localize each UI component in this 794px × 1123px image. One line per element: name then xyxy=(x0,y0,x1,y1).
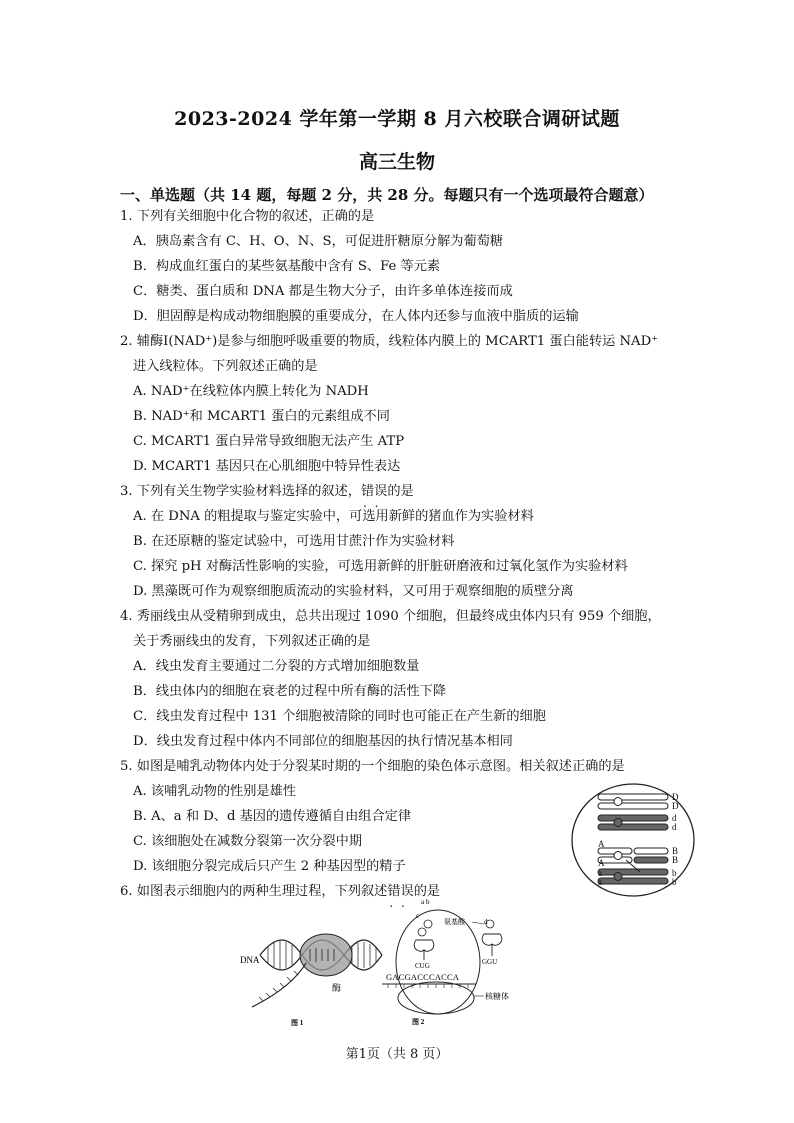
translation-figure xyxy=(380,896,530,1030)
gene-label-b2: b xyxy=(672,877,677,887)
question-3-emphasis: 错误 . . xyxy=(361,484,387,499)
question-4-option-c: C．线虫发育过程中 131 个细胞被清除的同时也可能正在产生新的细胞 xyxy=(133,709,546,724)
question-5-option-a: A. 该哺乳动物的性别是雄性 xyxy=(133,784,296,799)
label-a: a xyxy=(421,898,425,906)
gene-label-a1: a xyxy=(598,868,602,878)
question-3-stem xyxy=(120,485,414,498)
question-3-stem-text: 3. 下列有关生物学实验材料选择的叙述， xyxy=(120,484,361,499)
question-1-option-b: B．构成血红蛋白的某些氨基酸中含有 S、Fe 等元素 xyxy=(133,259,441,274)
question-5-stem: 5. 如图是哺乳动物体内处于分裂某时期的一个细胞的染色体示意图。相关叙述正确的是 xyxy=(120,759,625,774)
question-6-stem-text: 6. 如图表示细胞内的两种生理过程，下列叙述 xyxy=(120,884,388,899)
question-5-option-c: C. 该细胞处在减数分裂第一次分裂中期 xyxy=(133,834,363,849)
gene-label-D2: D xyxy=(672,801,679,811)
amino-acid-label: 氨基酸 xyxy=(444,918,465,926)
question-2-option-b: B. NAD⁺和 MCART1 蛋白的元素组成不同 xyxy=(133,409,390,424)
question-1-option-a: A．胰岛素含有 C、H、O、N、S，可促进肝糖原分解为葡萄糖 xyxy=(133,234,504,249)
question-1-stem: 1. 下列有关细胞中化合物的叙述，正确的是 xyxy=(120,209,375,224)
ribosome-label: 核糖体 xyxy=(485,992,509,1001)
dna-label: DNA xyxy=(240,955,260,965)
transcription-figure xyxy=(236,925,386,1030)
question-4-option-d: D．线虫发育过程中体内不同部位的细胞基因的执行情况基本相同 xyxy=(133,734,513,749)
question-3-option-b: B. 在还原糖的鉴定试验中，可选用甘蔗汁作为实验材料 xyxy=(133,534,455,549)
question-2-stem: 2. 辅酶Ⅰ(NAD⁺)是参与细胞呼吸重要的物质，线粒体内膜上的 MCART1 蛋白能转运 NAD⁺ xyxy=(120,334,659,349)
anticodon-cug: CUG xyxy=(415,962,430,970)
page-footer: 第1页（共 8 页） xyxy=(345,1047,449,1062)
label-d: d xyxy=(484,918,488,926)
question-3-option-c: C. 探究 pH 对酶活性影响的实验，可选用新鲜的肝脏研磨液和过氧化氢作为实验材料 xyxy=(133,559,628,574)
label-c: c xyxy=(416,912,420,920)
mrna-sequence: GACGACCCACCA xyxy=(386,972,460,982)
section-heading: 一、单选题（共 14 题，每题 2 分，共 28 分。每题只有一个选项最符合题意） xyxy=(120,186,654,204)
gene-label-B2: B xyxy=(672,855,679,865)
question-2-option-c: C. MCART1 蛋白异常导致细胞无法产生 ATP xyxy=(133,434,405,449)
gene-label-A1: A xyxy=(598,839,605,849)
question-2-stem-continued: 进入线粒体。下列叙述正确的是 xyxy=(133,359,318,374)
question-4-option-a: A．线虫发育主要通过二分裂的方式增加细胞数量 xyxy=(133,659,420,674)
question-5-option-b: B. A、a 和 D、d 基因的遗传遵循自由组合定律 xyxy=(133,809,412,824)
gene-label-B1: B xyxy=(672,846,679,856)
question-5-option-d: D. 该细胞分裂完成后只产生 2 种基因型的精子 xyxy=(133,859,406,874)
figure-1-caption: 图 1 xyxy=(291,1019,304,1027)
figure-2-caption: 图 2 xyxy=(412,1018,425,1026)
question-3-option-a: A. 在 DNA 的粗提取与鉴定实验中，可选用新鲜的猪血作为实验材料 xyxy=(133,509,534,524)
question-1-option-c: C．糖类、蛋白质和 DNA 都是生物大分子，由许多单体连接而成 xyxy=(133,284,513,299)
question-3-option-d: D. 黑藻既可作为观察细胞质流动的实验材料，又可用于观察细胞的质壁分离 xyxy=(133,584,574,599)
gene-label-D1: D xyxy=(672,792,679,802)
question-4-stem: 4. 秀丽线虫从受精卵到成虫，总共出现过 1090 个细胞，但最终成虫体内只有 959 个细胞， xyxy=(120,609,661,624)
gene-label-d2: d xyxy=(672,822,677,832)
question-6-emphasis: 错误 . . xyxy=(387,884,413,899)
question-4-option-b: B．线虫体内的细胞在衰老的过程中所有酶的活性下降 xyxy=(133,684,447,699)
question-1-option-d: D．胆固醇是构成动物细胞膜的重要成分，在人体内还参与血液中脂质的运输 xyxy=(133,309,579,324)
page-subtitle: 高三生物 xyxy=(358,151,435,173)
anticodon-ggu: GGU xyxy=(482,958,498,966)
cell-chromosome-diagram xyxy=(568,780,698,900)
page-title: 2023-2024 学年第一学期 8 月六校联合调研试题 xyxy=(174,108,620,130)
question-2-option-a: A. NAD⁺在线粒体内膜上转化为 NADH xyxy=(133,384,369,399)
enzyme-label: 酶 xyxy=(332,983,342,993)
gene-label-A2: A xyxy=(598,858,605,868)
question-4-stem-continued: 关于秀丽线虫的发育，下列叙述正确的是 xyxy=(133,634,371,649)
question-3-stem-end: 的是 xyxy=(387,484,414,499)
question-6-stem-end: 的是 xyxy=(413,884,441,899)
label-b: b xyxy=(426,898,430,906)
gene-label-d1: d xyxy=(672,813,677,823)
gene-label-b1: b xyxy=(672,868,677,878)
gene-label-a2: a xyxy=(598,877,602,887)
question-2-option-d: D. MCART1 基因只在心肌细胞中特异性表达 xyxy=(133,459,401,474)
